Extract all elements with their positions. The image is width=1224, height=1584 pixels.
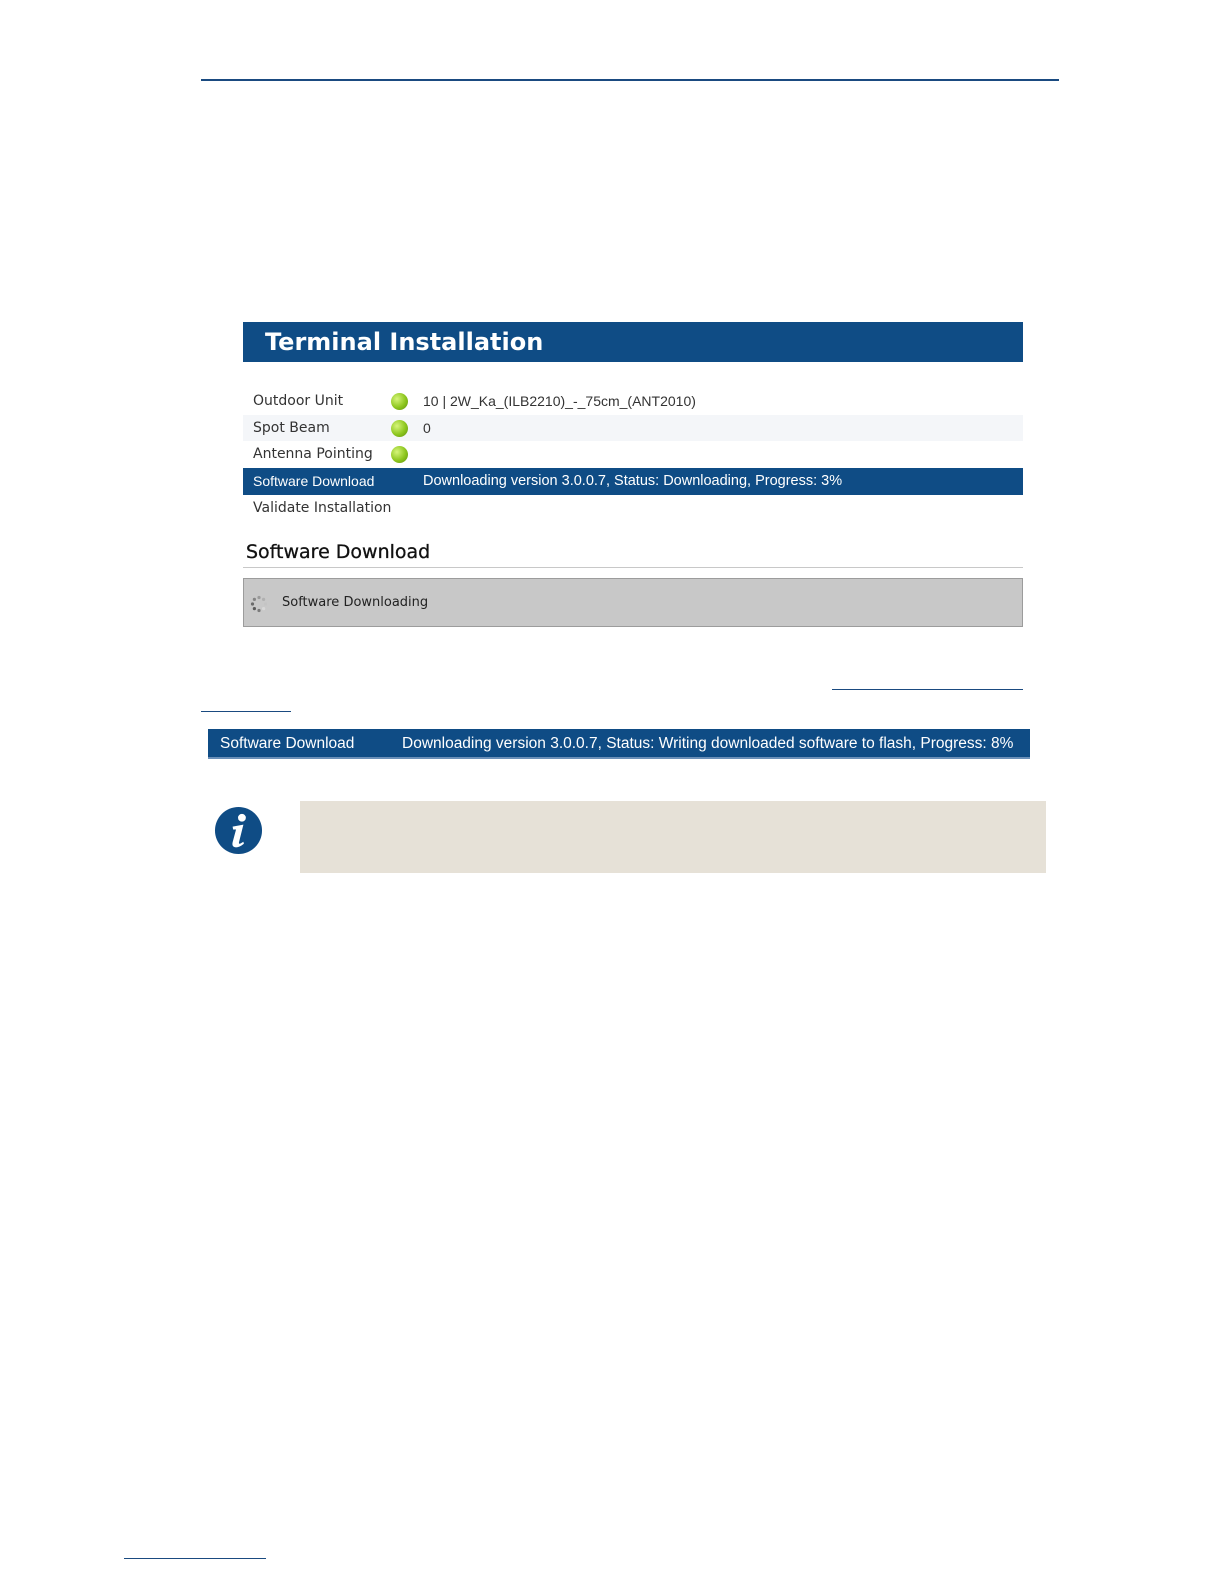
green-status-dot-icon (391, 420, 408, 437)
step-label: Software Download (253, 473, 375, 490)
section-title: Software Download (246, 541, 431, 564)
step-antenna-pointing[interactable] (243, 441, 1023, 468)
step-validate-installation[interactable] (243, 495, 1023, 522)
step-label: Spot Beam (253, 419, 330, 436)
header-rule (201, 79, 1059, 81)
spinner-icon (250, 595, 268, 613)
footer-link-underline[interactable] (124, 1558, 266, 1559)
download-status-label: Software Downloading (282, 595, 429, 611)
status-bar-value: Downloading version 3.0.0.7, Status: Writing downloaded software to flash, Progress: 8% (402, 735, 1014, 752)
software-download-status-bar (208, 729, 1030, 759)
step-outdoor-unit[interactable] (243, 388, 1023, 415)
green-status-dot-icon (391, 393, 408, 410)
download-status-box (243, 578, 1023, 627)
section-divider (243, 567, 1023, 568)
step-label: Validate Installation (253, 499, 392, 516)
green-status-dot-icon (391, 446, 408, 463)
terminal-installation-panel (243, 322, 1023, 627)
step-software-download[interactable] (243, 468, 1023, 495)
installation-steps (243, 388, 1023, 521)
step-label: Antenna Pointing (253, 446, 373, 463)
status-bar-label: Software Download (220, 735, 355, 752)
step-value: 0 (423, 419, 431, 436)
info-note-box (300, 801, 1046, 873)
step-spot-beam[interactable] (243, 415, 1023, 442)
step-label: Outdoor Unit (253, 393, 344, 409)
panel-title: Terminal Installation (243, 322, 1023, 362)
info-icon (214, 806, 263, 855)
step-value: Downloading version 3.0.0.7, Status: Downloading, Progress: 3% (423, 473, 843, 490)
link-underline[interactable] (201, 711, 291, 712)
step-value: 10 | 2W_Ka_(ILB2210)_-_75cm_(ANT2010) (423, 393, 696, 409)
link-underline[interactable] (832, 689, 1023, 690)
